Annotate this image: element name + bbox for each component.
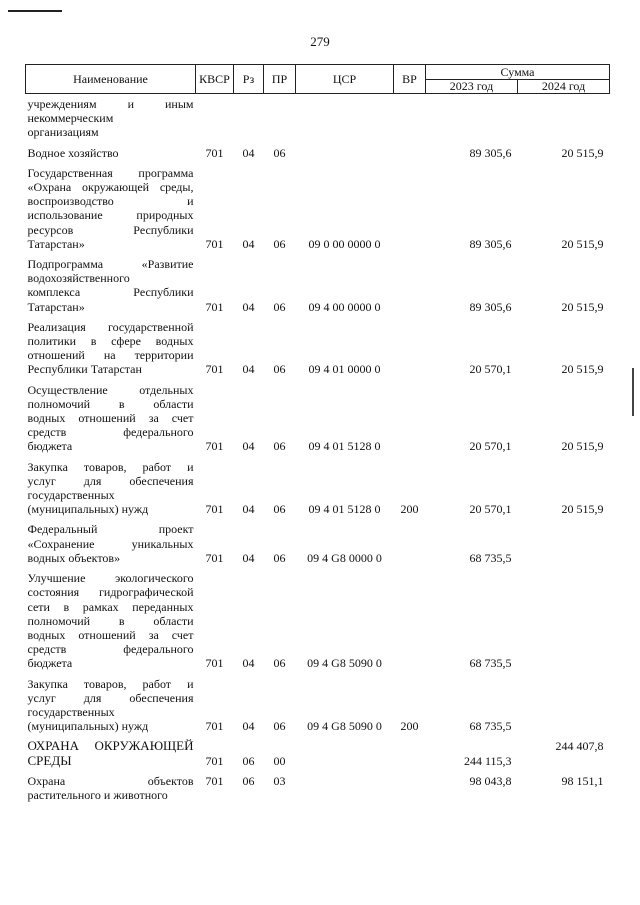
- row-name-line: «Сохранение уникальных: [27, 536, 194, 551]
- row-pr: 06: [273, 439, 286, 454]
- row-csr: 09 4 G8 5090 0: [307, 719, 382, 734]
- row-name-line: комплекса Республики: [27, 285, 194, 300]
- row-name-line: государственных: [27, 488, 115, 503]
- row-name-line: отношений на территории: [27, 348, 194, 363]
- row-name-line: водных отношений за счет: [27, 411, 194, 426]
- row-sum-2024: [518, 94, 610, 143]
- row-sum-2023: 89 305,6: [469, 145, 512, 160]
- table-row: [26, 143, 610, 163]
- table-row: [26, 674, 610, 737]
- row-vr: [394, 519, 426, 568]
- header-pr: ПР: [264, 65, 296, 94]
- row-sum-2024: [518, 519, 610, 568]
- row-name: [26, 736, 196, 770]
- row-name-line: бюджета: [27, 656, 73, 671]
- row-kvsr: 701: [205, 439, 224, 454]
- row-name: [26, 163, 196, 254]
- row-name-line: политики в сфере водных: [27, 334, 194, 349]
- row-kvsr: 701: [205, 656, 224, 671]
- row-rz: 04: [242, 502, 255, 517]
- row-pr: 06: [273, 550, 286, 565]
- row-vr: 200: [400, 719, 419, 734]
- table-row: [26, 380, 610, 457]
- row-pr: 03: [273, 773, 286, 788]
- header-year-2024: 2024 год: [518, 80, 610, 94]
- row-sum-2024: [518, 674, 610, 737]
- row-name-line: Республики Татарстан: [27, 362, 142, 377]
- row-pr: 06: [273, 236, 286, 251]
- row-name-line: Охрана объектов: [27, 773, 194, 788]
- row-vr: 200: [400, 502, 419, 517]
- table-row: [26, 317, 610, 380]
- row-csr: 09 4 01 5128 0: [308, 439, 381, 454]
- row-csr: 09 4 01 0000 0: [308, 362, 381, 377]
- row-name-line: Закупка товаров, работ и: [27, 676, 194, 691]
- table-row: [26, 519, 610, 568]
- header-rz: Рз: [234, 65, 264, 94]
- row-vr: [394, 94, 426, 143]
- row-pr: 00: [273, 753, 286, 768]
- table-row: [26, 771, 610, 805]
- row-name: [26, 254, 196, 317]
- row-name-line: растительного и животного: [27, 787, 168, 802]
- header-sum: Сумма: [426, 65, 610, 80]
- row-sum-2023: 68 735,5: [469, 719, 512, 734]
- row-csr: 09 4 00 0000 0: [308, 299, 381, 314]
- row-name-line: водных объектов»: [27, 550, 121, 565]
- row-sum-2024: [518, 568, 610, 673]
- row-sum-2023: 89 305,6: [469, 299, 512, 314]
- table-body: [26, 94, 610, 806]
- row-pr: 06: [273, 656, 286, 671]
- row-rz: 04: [242, 299, 255, 314]
- row-vr: [394, 163, 426, 254]
- margin-mark: [632, 368, 634, 416]
- row-name-line: бюджета: [27, 439, 73, 454]
- row-sum-2024: 20 515,9: [561, 236, 604, 251]
- table-row: [26, 568, 610, 673]
- row-kvsr: 701: [205, 773, 224, 788]
- row-name-line: средств федерального: [27, 642, 194, 657]
- table-row: [26, 163, 610, 254]
- row-name-line: Государственная программа: [27, 165, 194, 180]
- row-rz: 06: [242, 753, 255, 768]
- page-number: 279: [310, 34, 330, 49]
- row-name: [26, 380, 196, 457]
- row-sum-2023: 89 305,6: [469, 236, 512, 251]
- header-kvsr: КВСР: [196, 65, 234, 94]
- row-name-line: сети в рамках переданных: [27, 599, 194, 614]
- row-rz: 04: [242, 145, 255, 160]
- row-sum-2024: 20 515,9: [561, 362, 604, 377]
- row-name-line: Подпрограмма «Развитие: [27, 257, 194, 272]
- row-sum-2023: 68 735,5: [469, 550, 512, 565]
- row-name-line: водных отношений за счет: [27, 627, 194, 642]
- row-rz: 04: [242, 236, 255, 251]
- row-pr: [264, 94, 296, 143]
- row-csr: [296, 736, 394, 770]
- row-kvsr: 701: [205, 362, 224, 377]
- row-csr: 09 4 G8 0000 0: [307, 550, 382, 565]
- row-name-line: организациям: [27, 125, 99, 140]
- row-name-line: Водное хозяйство: [27, 145, 119, 160]
- row-vr: [394, 736, 426, 770]
- row-kvsr: 701: [205, 502, 224, 517]
- row-name-line: учреждениям и иным: [27, 97, 194, 111]
- row-vr: [394, 771, 426, 805]
- row-name-line: состояния гидрографической: [27, 585, 194, 600]
- row-name-line: Реализация государственной: [27, 319, 194, 334]
- row-rz: 04: [242, 656, 255, 671]
- row-kvsr: 701: [205, 299, 224, 314]
- header-year-2023: 2023 год: [426, 80, 518, 94]
- row-name-line: ресурсов Республики: [27, 222, 194, 237]
- row-kvsr: 701: [205, 719, 224, 734]
- row-name-line: СРЕДЫ: [27, 752, 72, 768]
- row-sum-2023: 20 570,1: [469, 439, 512, 454]
- row-name: [26, 519, 196, 568]
- row-name-line: Татарстан»: [27, 236, 85, 251]
- row-name-line: (муниципальных) нужд: [27, 502, 149, 517]
- row-sum-2024: 244 407,8: [555, 739, 604, 754]
- row-kvsr: 701: [205, 550, 224, 565]
- row-sum-2024: 20 515,9: [561, 299, 604, 314]
- header-name: Наименование: [26, 65, 196, 94]
- row-name: [26, 457, 196, 520]
- row-sum-2023: 98 043,8: [469, 773, 512, 788]
- row-pr: 06: [273, 362, 286, 377]
- row-csr: 09 4 G8 5090 0: [307, 656, 382, 671]
- row-rz: 04: [242, 550, 255, 565]
- row-name-line: Татарстан»: [27, 299, 85, 314]
- row-sum-2023: 244 115,3: [463, 753, 512, 768]
- row-sum-2023: [426, 94, 518, 143]
- row-pr: 06: [273, 719, 286, 734]
- top-rule: [8, 10, 62, 12]
- row-csr: [296, 143, 394, 163]
- row-pr: 06: [273, 145, 286, 160]
- row-name-line: полномочий в области: [27, 613, 194, 628]
- row-name-line: услуг для обеспечения: [27, 690, 194, 705]
- table-row: [26, 736, 610, 770]
- row-name: [26, 317, 196, 380]
- table-row: [26, 457, 610, 520]
- table-header: [26, 65, 610, 94]
- row-name-line: услуг для обеспечения: [27, 473, 194, 488]
- row-name: [26, 568, 196, 673]
- row-csr: [296, 94, 394, 143]
- header-vr: ВР: [394, 65, 426, 94]
- row-name-line: Осуществление отдельных: [27, 382, 194, 397]
- row-rz: 06: [242, 773, 255, 788]
- row-name-line: использование природных: [27, 208, 194, 223]
- row-name-line: (муниципальных) нужд: [27, 719, 149, 734]
- row-rz: 04: [242, 439, 255, 454]
- row-name-line: воспроизводство и: [27, 194, 194, 209]
- row-name-line: водохозяйственного: [27, 271, 130, 286]
- row-sum-2024: 20 515,9: [561, 439, 604, 454]
- row-name: [26, 674, 196, 737]
- row-sum-2023: 20 570,1: [469, 362, 512, 377]
- row-pr: 06: [273, 502, 286, 517]
- row-sum-2024: 20 515,9: [561, 502, 604, 517]
- row-name-line: полномочий в области: [27, 396, 194, 411]
- budget-table: [25, 64, 610, 805]
- row-sum-2024: 98 151,1: [561, 773, 604, 788]
- row-csr: 09 0 00 0000 0: [308, 236, 381, 251]
- header-csr: ЦСР: [296, 65, 394, 94]
- row-name: [26, 143, 196, 163]
- row-name-line: ОХРАНА ОКРУЖАЮЩЕЙ: [27, 738, 194, 754]
- row-kvsr: 701: [205, 145, 224, 160]
- row-kvsr: [196, 94, 234, 143]
- row-pr: 06: [273, 299, 286, 314]
- table-row: [26, 254, 610, 317]
- row-csr: [296, 771, 394, 805]
- row-name: [26, 94, 196, 143]
- row-name-line: Улучшение экологического: [27, 571, 194, 586]
- row-vr: [394, 568, 426, 673]
- row-name-line: «Охрана окружающей среды,: [27, 180, 194, 195]
- row-sum-2024: 20 515,9: [561, 145, 604, 160]
- row-sum-2023: 68 735,5: [469, 656, 512, 671]
- row-rz: 04: [242, 719, 255, 734]
- row-csr: 09 4 01 5128 0: [308, 502, 381, 517]
- row-vr: [394, 317, 426, 380]
- row-vr: [394, 254, 426, 317]
- row-rz: [234, 94, 264, 143]
- row-name-line: средств федерального: [27, 425, 194, 440]
- row-name: [26, 771, 196, 805]
- row-sum-2023: 20 570,1: [469, 502, 512, 517]
- table-row: [26, 94, 610, 143]
- row-name-line: Закупка товаров, работ и: [27, 459, 194, 474]
- row-kvsr: 701: [205, 236, 224, 251]
- row-vr: [394, 143, 426, 163]
- row-name-line: некоммерческим: [27, 111, 114, 126]
- row-name-line: Федеральный проект: [27, 522, 194, 537]
- row-rz: 04: [242, 362, 255, 377]
- row-kvsr: 701: [205, 753, 224, 768]
- row-vr: [394, 380, 426, 457]
- row-name-line: государственных: [27, 704, 115, 719]
